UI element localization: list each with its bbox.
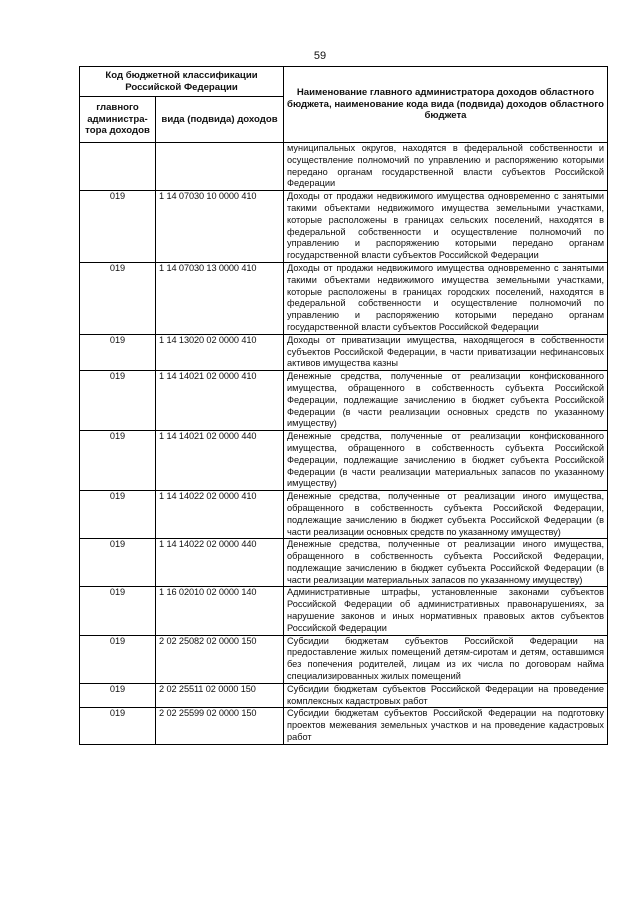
admin-code-cell: 019 [80,262,156,334]
income-name-cell: Субсидии бюджетам субъектов Российской Федерации на подготовку проектов межевания земельных участков и на проведение кадастровых работ [284,708,608,744]
table-row [80,334,608,370]
admin-code-cell: 019 [80,491,156,539]
table-row [80,371,608,431]
admin-code-cell: 019 [80,587,156,635]
income-kind-code-cell: 1 14 14022 02 0000 410 [156,491,284,539]
admin-code-cell: 019 [80,683,156,708]
income-kind-code-cell [156,143,284,191]
table-row [80,587,608,635]
income-name-cell: Денежные средства, полученные от реализации иного имущества, обращенного в собственность субъекта Российской Федерации, подлежащие зачислению в бюджет субъекта Российской Федерации (в части реализации материальных запасов по указанному имуществу) [284,539,608,587]
table-row [80,431,608,491]
admin-code-cell: 019 [80,334,156,370]
admin-column-header: главного администра-тора доходов [80,97,156,143]
admin-code-cell: 019 [80,191,156,263]
table-row [80,143,608,191]
income-kind-code-cell: 2 02 25599 02 0000 150 [156,708,284,744]
table-header [80,67,608,143]
income-name-cell: Субсидии бюджетам субъектов Российской Федерации на предоставление жилых помещений детям-сиротам и детям, оставшимся без попечения родителей, лицам из их числа по договорам найма специализированных жилых помещений [284,635,608,683]
income-name-cell: Доходы от приватизации имущества, находящегося в собственности субъектов Российской Федерации, в части приватизации нефинансовых активов имущества казны [284,334,608,370]
admin-code-cell: 019 [80,708,156,744]
income-name-cell: муниципальных округов, находятся в федеральной собственности и осуществление полномочий по управлению и распоряжению которыми передано органам государственной власти субъектов Российской Федерации [284,143,608,191]
table-row [80,539,608,587]
income-name-cell: Денежные средства, полученные от реализации конфискованного имущества, обращенного в собственность субъекта Российской Федерации, подлежащие зачислению в бюджет субъекта Российской Федерации (в части реализации основных средств по указанному имуществу) [284,371,608,431]
income-kind-code-cell: 2 02 25511 02 0000 150 [156,683,284,708]
income-kind-code-cell: 1 14 07030 10 0000 410 [156,191,284,263]
table-row [80,708,608,744]
income-kind-code-cell: 1 14 14021 02 0000 440 [156,431,284,491]
admin-code-cell: 019 [80,635,156,683]
table-row [80,635,608,683]
table-row [80,683,608,708]
income-kind-code-cell: 1 14 13020 02 0000 410 [156,334,284,370]
income-name-cell: Денежные средства, полученные от реализации конфискованного имущества, обращенного в собственность субъекта Российской Федерации, подлежащие зачислению в бюджет субъекта Российской Федерации (в части реализации материальных запасов по указанному имуществу) [284,431,608,491]
income-name-cell: Субсидии бюджетам субъектов Российской Федерации на проведение комплексных кадастровых работ [284,683,608,708]
table-row [80,491,608,539]
page-number: 59 [313,50,327,62]
admin-code-cell [80,143,156,191]
income-kind-code-cell: 1 14 14021 02 0000 410 [156,371,284,431]
table-row [80,262,608,334]
kind-column-header: вида (подвида) доходов [156,97,284,143]
income-kind-code-cell: 1 14 14022 02 0000 440 [156,539,284,587]
income-name-cell: Доходы от продажи недвижимого имущества одновременно с занятыми такими объектами недвижимого имущества земельными участками, которые расположены в границах городских поселений, находятся в федеральной собственности и осуществление полномочий по управлению и распоряжению которыми передано органам государственной власти субъектов Российской Федерации [284,262,608,334]
admin-code-cell: 019 [80,431,156,491]
admin-code-cell: 019 [80,371,156,431]
name-column-header: Наименование главного администратора доходов областного бюджета, наименование кода вида (подвида) доходов областного бюджета [284,67,608,143]
code-group-header: Код бюджетной классификации Российской Федерации [80,67,284,97]
table-body [80,143,608,745]
income-name-cell: Доходы от продажи недвижимого имущества одновременно с занятыми такими объектами недвижимого имущества земельными участками, которые расположены в границах сельских поселений, находятся в федеральной собственности и осуществление полномочий по управлению и распоряжению которыми передано органам государственной власти субъектов Российской Федерации [284,191,608,263]
table-row [80,191,608,263]
income-kind-code-cell: 2 02 25082 02 0000 150 [156,635,284,683]
income-name-cell: Административные штрафы, установленные законами субъектов Российской Федерации об административных правонарушениях, за нарушение законов и иных нормативных правовых актов субъектов Российской Федерации [284,587,608,635]
admin-code-cell: 019 [80,539,156,587]
income-name-cell: Денежные средства, полученные от реализации иного имущества, обращенного в собственность субъекта Российской Федерации, подлежащие зачислению в бюджет субъекта Российской Федерации (в части реализации основных средств по указанному имуществу) [284,491,608,539]
income-kind-code-cell: 1 14 07030 13 0000 410 [156,262,284,334]
income-kind-code-cell: 1 16 02010 02 0000 140 [156,587,284,635]
budget-classification-table [79,66,608,745]
